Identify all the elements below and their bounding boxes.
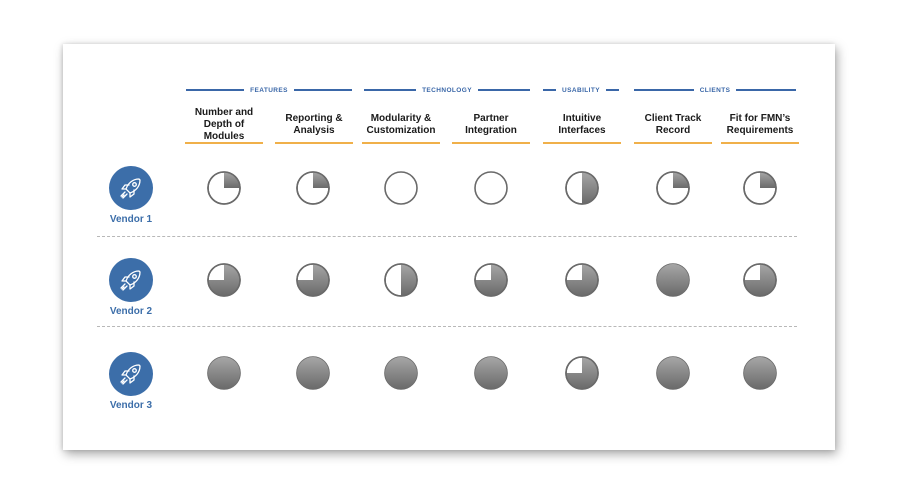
group-usability — [543, 83, 619, 97]
column-header-partner — [452, 106, 530, 144]
harvey-ball — [295, 355, 331, 391]
rocket-icon — [116, 265, 146, 295]
vendor-3 — [101, 352, 161, 411]
column-header-intuitive — [543, 106, 621, 144]
column-header-label: Client Track Record — [644, 113, 702, 136]
column-header-reporting — [275, 106, 353, 144]
column-header-label: Fit for FMN’s Requirements — [726, 113, 794, 136]
harvey-ball — [383, 170, 419, 206]
harvey-ball — [655, 262, 691, 298]
harvey-ball — [655, 355, 691, 391]
harvey-ball — [295, 170, 331, 206]
column-header-modules — [185, 106, 263, 144]
harvey-ball — [473, 170, 509, 206]
column-header-track-record — [634, 106, 712, 144]
rocket-icon — [116, 359, 146, 389]
harvey-ball — [383, 262, 419, 298]
group-label: FEATURES — [250, 86, 288, 94]
group-header-row — [0, 83, 900, 97]
vendor-name: Vendor 2 — [109, 306, 153, 317]
group-label: USABILITY — [562, 86, 600, 94]
harvey-ball — [206, 355, 242, 391]
vendor-1 — [101, 166, 161, 225]
harvey-ball — [206, 170, 242, 206]
column-header-label: Reporting & Analysis — [285, 113, 343, 136]
column-header-label: Intuitive Interfaces — [558, 113, 606, 136]
vendor-2 — [101, 258, 161, 317]
group-technology — [364, 83, 530, 97]
harvey-ball — [564, 170, 600, 206]
column-header-modularity — [362, 106, 440, 144]
harvey-ball — [473, 355, 509, 391]
group-label: TECHNOLOGY — [422, 86, 472, 94]
harvey-ball — [383, 355, 419, 391]
vendor-badge — [109, 352, 153, 396]
harvey-ball — [564, 262, 600, 298]
group-features — [186, 83, 352, 97]
harvey-ball — [564, 355, 600, 391]
vendor-name: Vendor 3 — [109, 400, 153, 411]
column-header-label: Number and Depth of Modules — [194, 107, 254, 142]
harvey-ball — [742, 355, 778, 391]
column-header-fit — [721, 106, 799, 144]
harvey-ball — [742, 262, 778, 298]
rocket-icon — [116, 173, 146, 203]
column-header-label: Modularity & Customization — [366, 113, 436, 136]
harvey-ball — [295, 262, 331, 298]
vendor-name: Vendor 1 — [109, 214, 153, 225]
group-clients — [634, 83, 796, 97]
harvey-ball — [206, 262, 242, 298]
comparison-card — [63, 44, 835, 450]
row-divider — [97, 236, 797, 237]
harvey-ball — [655, 170, 691, 206]
group-label: CLIENTS — [699, 86, 731, 94]
harvey-ball — [742, 170, 778, 206]
harvey-ball — [473, 262, 509, 298]
vendor-badge — [109, 258, 153, 302]
vendor-badge — [109, 166, 153, 210]
row-divider — [97, 326, 797, 327]
column-header-label: Partner Integration — [465, 113, 517, 136]
